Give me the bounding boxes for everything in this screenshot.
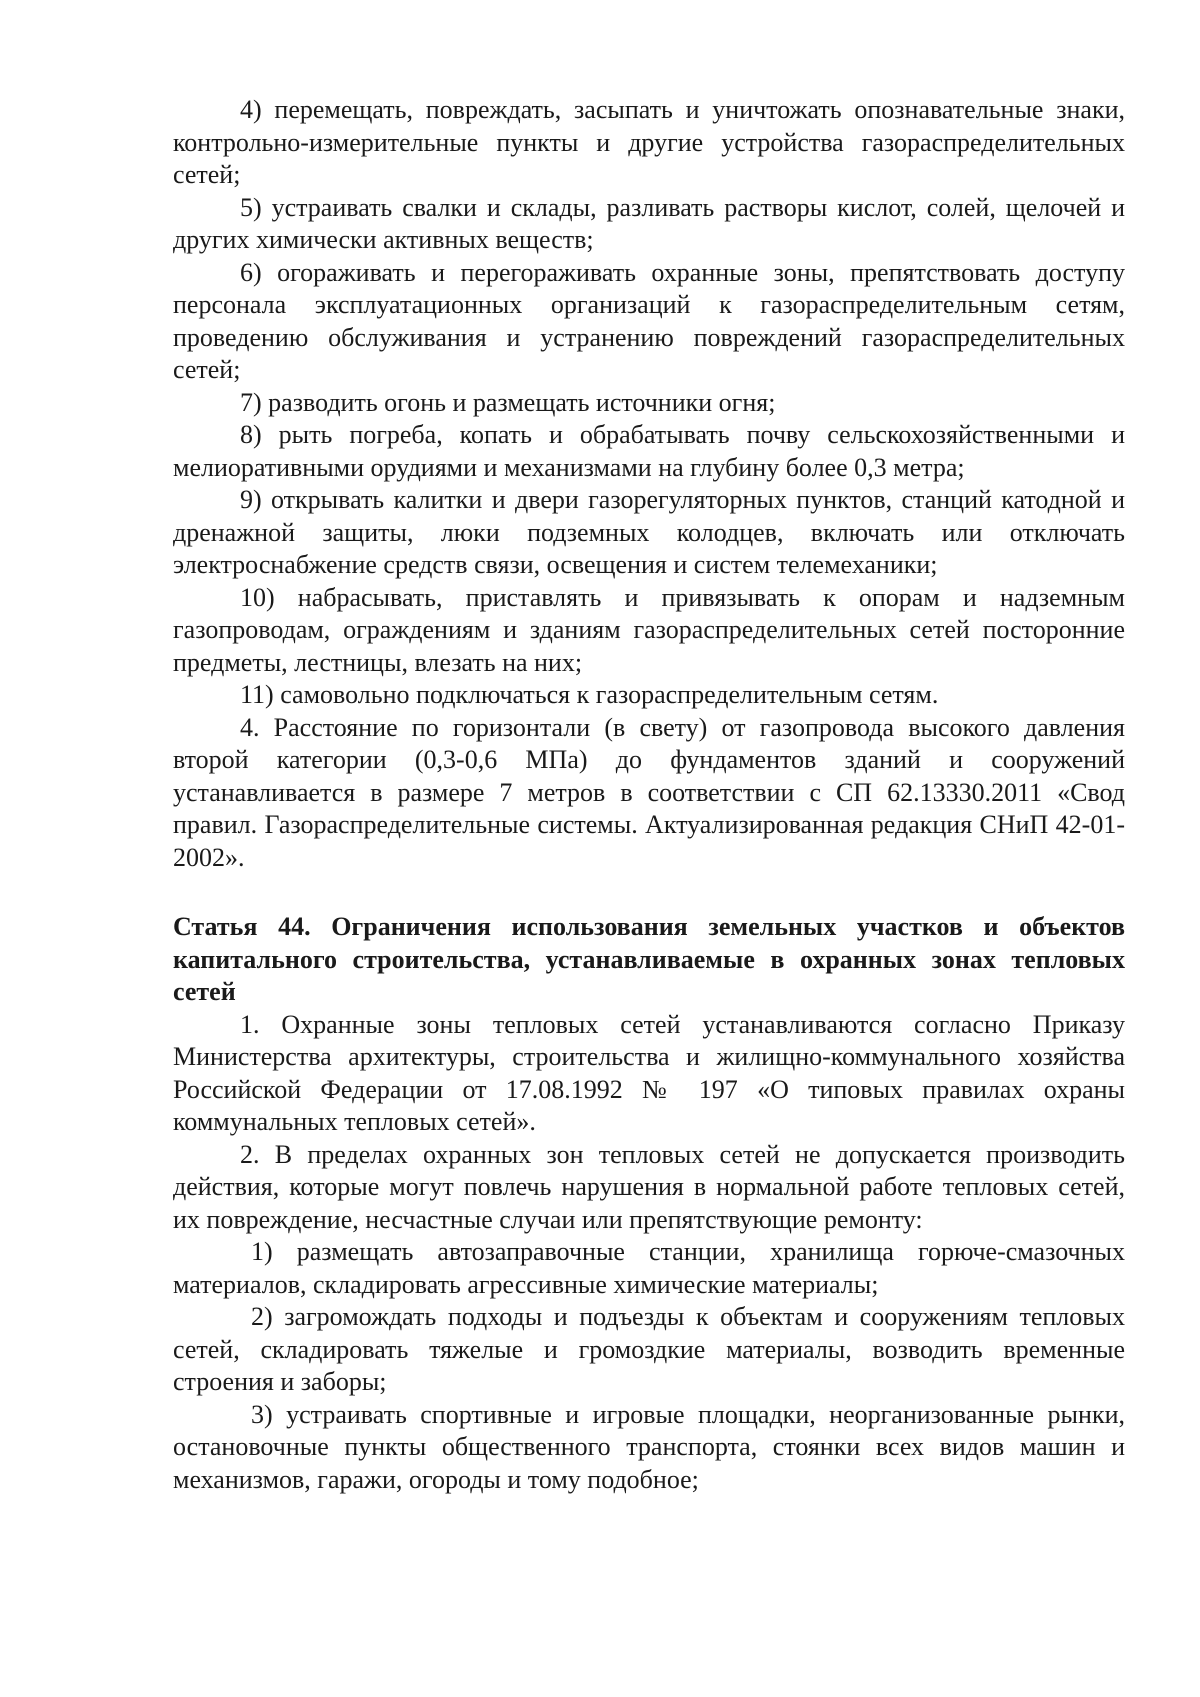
article-heading: Статья 44. Ограничения использования земельных участков и объектов капитального строительства, устанавливаемые в охранных зонах тепловых сетей (173, 912, 1125, 1006)
list-item: 7) разводить огонь и размещать источники огня; (240, 387, 776, 417)
list-item: 1) размещать автозаправочные станции, хранилища горюче-смазочных материалов, складировать агрессивные химические материалы; (173, 1237, 1125, 1299)
document-page (173, 94, 1125, 1496)
list-item: 5) устраивать свалки и склады, разливать растворы кислот, солей, щелочей и других химически активных веществ; (173, 192, 1125, 254)
paragraph: 4. Расстояние по горизонтали (в свету) от газопровода высокого давления второй категории (0,3-0,6 МПа) до фундаментов зданий и сооружений устанавливается в размере 7 метров в соответствии с СП 62.13330.2011 «Свод правил. Газораспределительные системы. Актуализированная редакция СНиП 42-01-2002». (173, 712, 1125, 872)
list-item: 10) набрасывать, приставлять и привязывать к опорам и надземным газопроводам, ограждениям и зданиям газораспределительных сетей посторонние предметы, лестницы, влезать на них; (173, 582, 1125, 677)
list-item: 2) загромождать подходы и подъезды к объектам и сооружениям тепловых сетей, складировать тяжелые и громоздкие материалы, возводить временные строения и заборы; (173, 1302, 1125, 1396)
list-item: 6) огораживать и перегораживать охранные зоны, препятствовать доступу персонала эксплуатационных организаций к газораспределительным сетям, проведению обслуживания и устранению повреждений газораспределительных сетей; (173, 257, 1125, 384)
list-item: 3) устраивать спортивные и игровые площадки, неорганизованные рынки, остановочные пункты общественного транспорта, стоянки всех видов машин и механизмов, гаражи, огороды и тому подобное; (173, 1399, 1125, 1494)
paragraph: 2. В пределах охранных зон тепловых сетей не допускается производить действия, которые могут повлечь нарушения в нормальной работе тепловых сетей, их повреждение, несчастные случаи или препятствующие ремонту: (173, 1139, 1125, 1234)
list-item: 8) рыть погреба, копать и обрабатывать почву сельскохозяйственными и мелиоративными орудиями и механизмами на глубину более 0,3 метра; (173, 420, 1125, 482)
list-item: 11) самовольно подключаться к газораспределительным сетям. (240, 680, 939, 709)
list-item: 4) перемещать, повреждать, засыпать и уничтожать опознавательные знаки, контрольно-измерительные пункты и другие устройства газораспределительных сетей; (173, 95, 1125, 189)
paragraph: 1. Охранные зоны тепловых сетей устанавливаются согласно Приказу Министерства архитектуры, строительства и жилищно-коммунального хозяйства Российской Федерации от 17.08.1992 № 197 «О типовых правилах охраны коммунальных тепловых сетей». (173, 1009, 1125, 1136)
list-item: 9) открывать калитки и двери газорегуляторных пунктов, станций катодной и дренажной защиты, люки подземных колодцев, включать или отключать электроснабжение средств связи, освещения и систем телемеханики; (173, 485, 1125, 579)
